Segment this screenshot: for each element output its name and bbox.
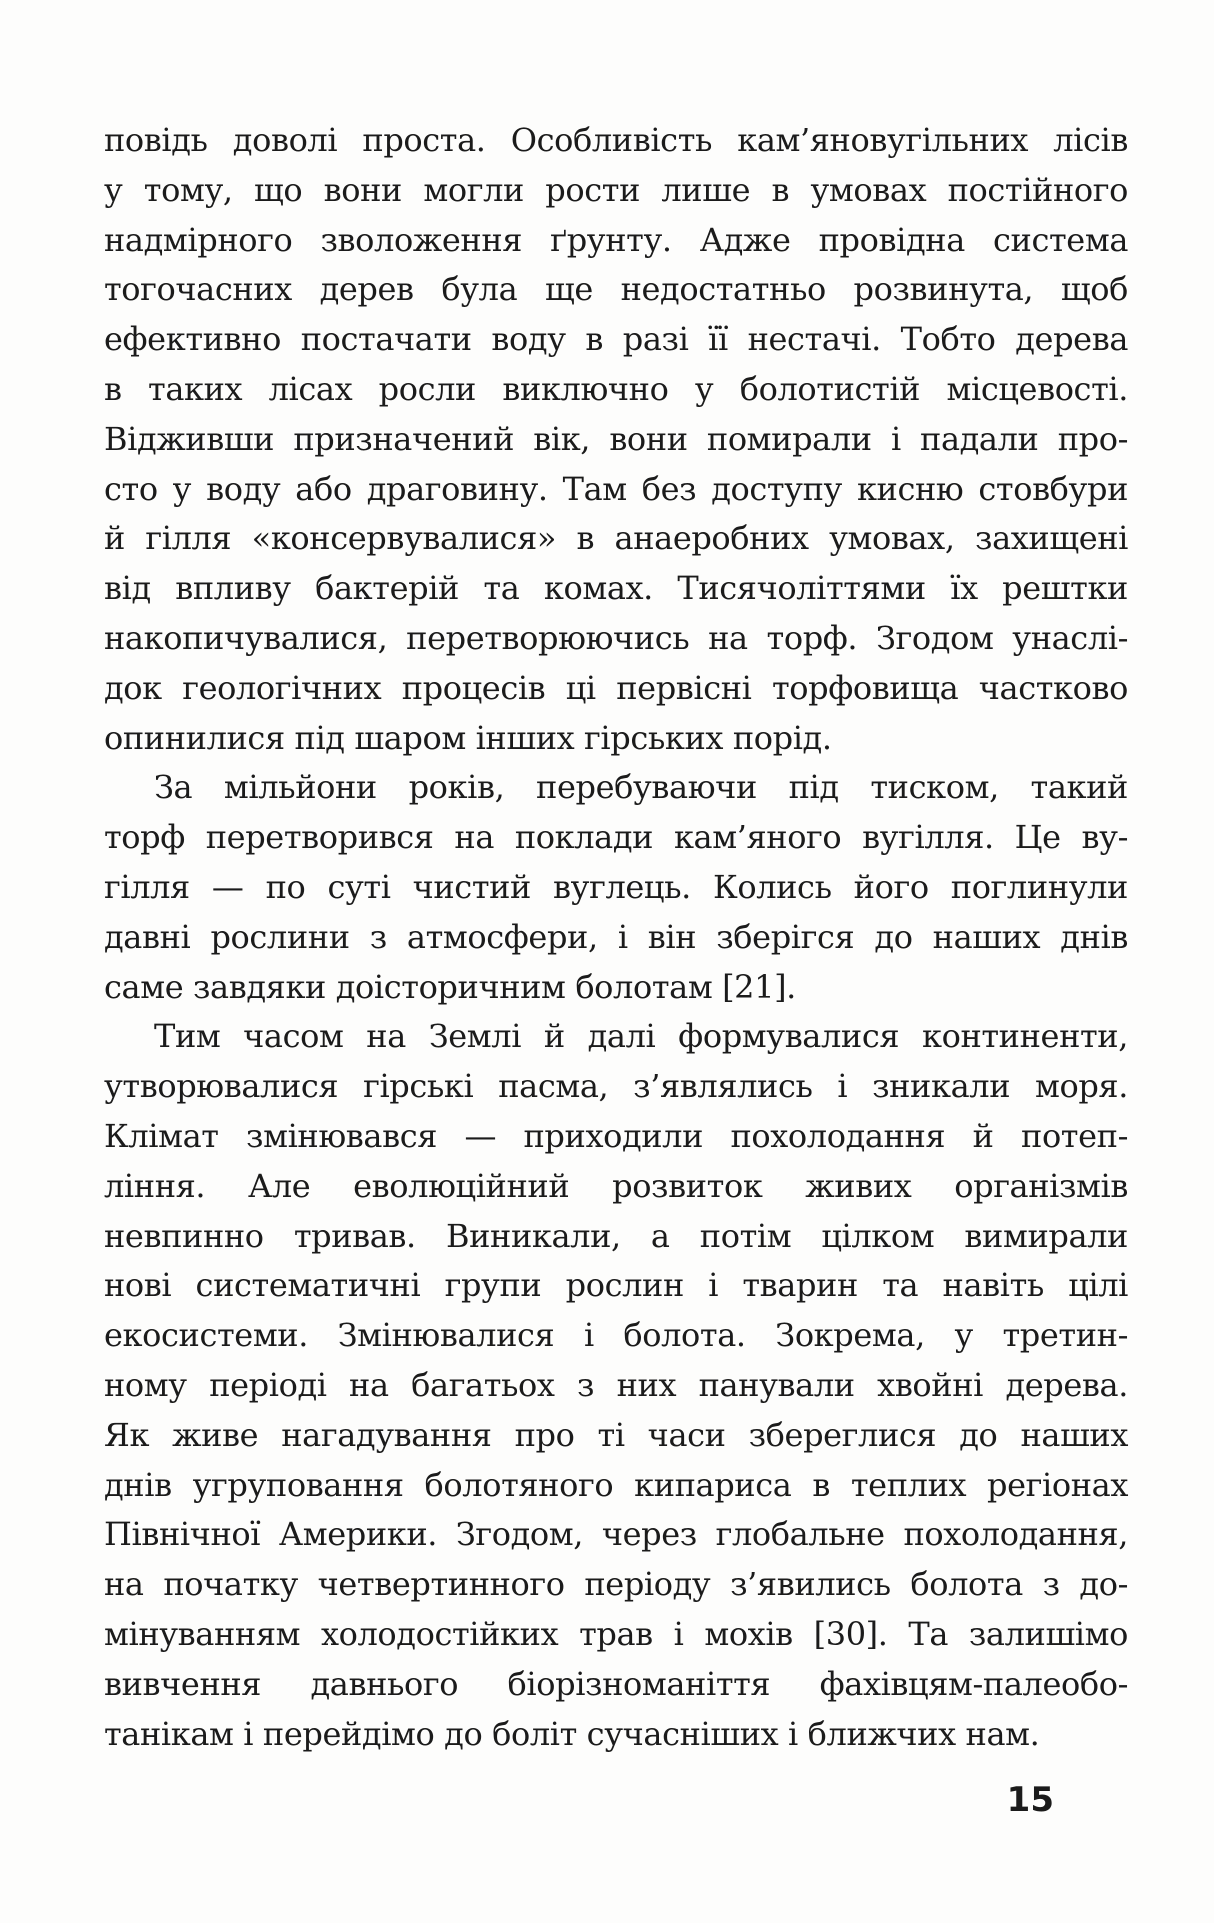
text-line: ефективно постачати воду в разі її нестачі. Тобто дерева [104, 320, 1128, 359]
text-line: тогочасних дерев була ще недостатньо розвинута, щоб [104, 270, 1128, 309]
text-line: ному періоді на багатьох з них панували хвойні дерева. [104, 1365, 1128, 1404]
text-line: екосистеми. Змінювалися і болота. Зокрема, у третин- [104, 1316, 1128, 1355]
text-line: давні рослини з атмосфери, і він зберігся до наших днів [104, 917, 1128, 956]
text-line: у тому, що вони могли рости лише в умовах постійного [104, 170, 1128, 209]
text-line: мінуванням холодостійких трав і мохів [30]. Та залишімо [104, 1614, 1128, 1653]
text-line: Відживши призначений вік, вони помирали і падали про- [104, 419, 1128, 458]
text-line: в таких лісах росли виключно у болотистій місцевості. [104, 369, 1128, 408]
text-line: док геологічних процесів ці первісні торфовища частково [104, 668, 1128, 707]
paragraph [104, 1012, 1128, 1759]
text-line: гілля — по суті чистий вуглець. Колись його поглинули [104, 867, 1128, 906]
body-text [104, 116, 1128, 1759]
text-line: опинилися під шаром інших гірських порід. [104, 718, 832, 757]
text-line: Тим часом на Землі й далі формувалися континенти, [154, 1017, 1128, 1056]
text-line: й гілля «консервувалися» в анаеробних умовах, захищені [104, 519, 1128, 558]
text-line: накопичувалися, перетворюючись на торф. Згодом унаслі- [104, 618, 1128, 657]
text-line: днів угруповання болотяного кипариса в теплих регіонах [104, 1465, 1128, 1504]
text-line: ління. Але еволюційний розвиток живих організмів [104, 1166, 1128, 1205]
text-line: повідь доволі проста. Особливість кам’яновугільних лісів [104, 121, 1128, 159]
text-line: За мільйони років, перебуваючи під тиском, такий [154, 768, 1128, 807]
text-line: нові систематичні групи рослин і тварин та навіть цілі [104, 1266, 1128, 1305]
paragraph [104, 116, 1128, 763]
text-line: Клімат змінювався — приходили похолодання й потеп- [104, 1116, 1128, 1155]
text-line: саме завдяки доісторичним болотам [21]. [104, 967, 796, 1006]
text-line: утворювалися гірські пасма, з’являлись і зникали моря. [104, 1067, 1128, 1106]
text-line: Північної Америки. Згодом, через глобальне похолодання, [104, 1515, 1128, 1554]
text-line: сто у воду або драговину. Там без доступу кисню стовбури [104, 469, 1128, 508]
text-line: танікам і перейдімо до боліт сучасніших і ближчих нам. [104, 1714, 1040, 1753]
text-line: Як живе нагадування про ті часи збереглися до наших [104, 1415, 1128, 1454]
text-line: на початку четвертинного періоду з’явились болота з до- [104, 1565, 1128, 1604]
text-line: від впливу бактерій та комах. Тисячоліттями їх рештки [104, 569, 1128, 608]
text-line: торф перетворився на поклади кам’яного вугілля. Це ву- [104, 818, 1128, 857]
text-line: вивчення давнього біорізноманіття фахівцям-палеобо- [104, 1664, 1128, 1703]
page-number: 15 [1006, 1780, 1054, 1820]
text-line: надмірного зволоження ґрунту. Адже провідна система [104, 220, 1128, 259]
paragraph [104, 763, 1128, 1012]
text-line: невпинно тривав. Виникали, а потім цілком вимирали [104, 1216, 1128, 1255]
